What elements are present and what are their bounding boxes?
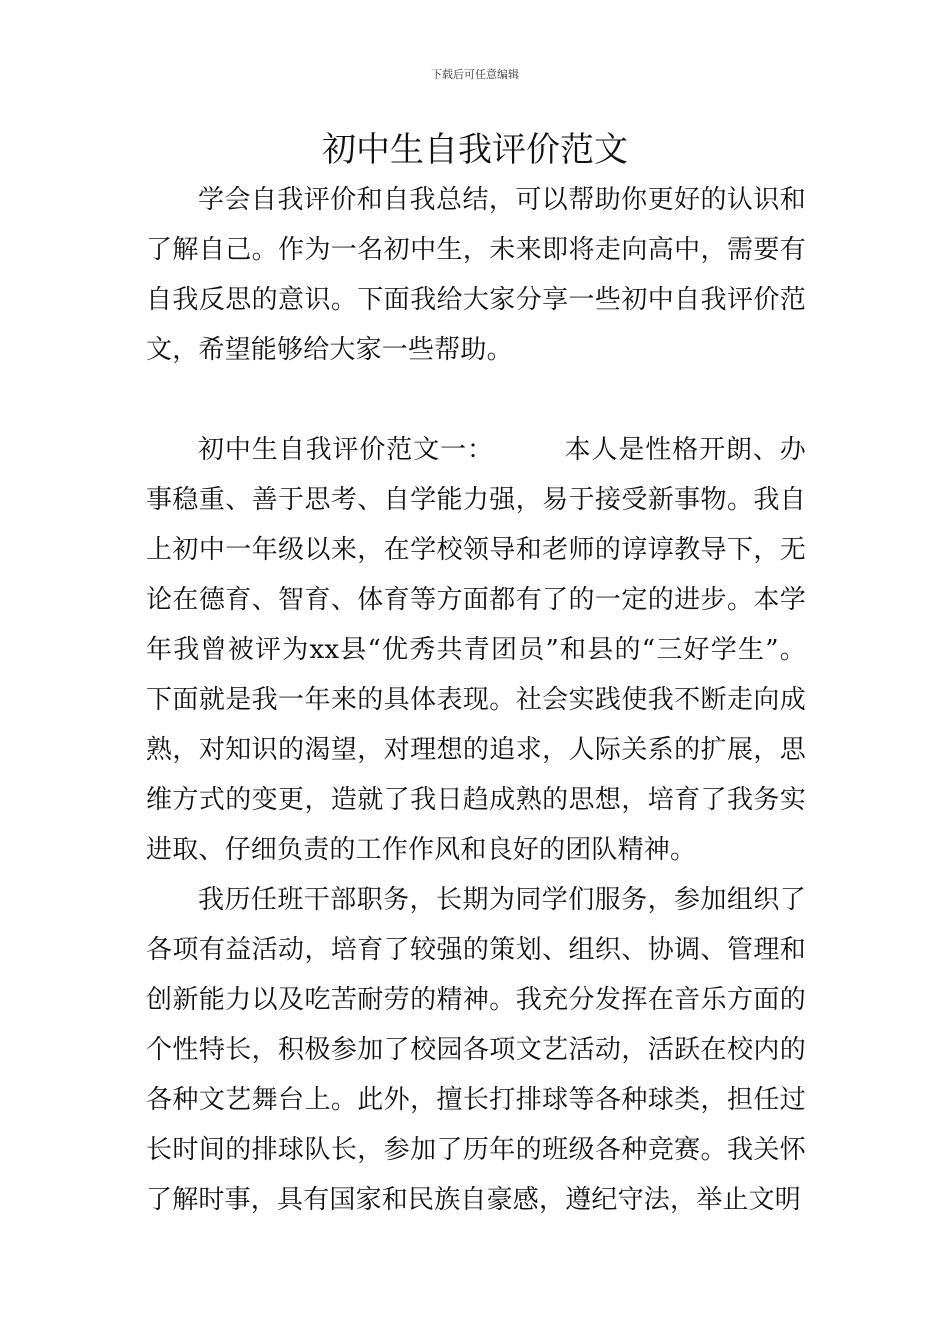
section1-paragraph-2: 我历任班干部职务，长期为同学们服务，参加组织了各项有益活动，培育了较强的策划、组织、协调、管理和创新能力以及吃苦耐劳的精神。我充分发挥在音乐方面的个性特长，积极参加了校园各项文艺活动，活跃在校内的各种文艺舞台上。此外，擅长打排球等各种球类，担任过长时间的排球队长，参加了历年的班级各种竞赛。我关怀了解时事，具有国家和民族自豪感，遵纪守法，举止文明 (146, 885, 806, 1215)
section-heading: 初中生自我评价范文一： (198, 435, 494, 465)
header-note: 下载后可任意编辑 (431, 68, 519, 81)
intro-paragraph: 学会自我评价和自我总结，可以帮助你更好的认识和了解自己。作为一名初中生，未来即将走向高中，需要有自我反思的意识。下面我给大家分享一些初中自我评价范文，希望能够给大家一些帮助。 (146, 185, 806, 365)
section1-first-paragraph (146, 425, 806, 875)
section1-paragraph-1: 本人是性格开朗、办事稳重、善于思考、自学能力强，易于接受新事物。我自上初中一年级以来，在学校领导和老师的谆谆教导下，无论在德育、智育、体育等方面都有了的一定的进步。本学年我曾被评为xx县“优秀共青团员”和县的“三好学生”。下面就是我一年来的具体表现。社会实践使我不断走向成熟，对知识的渴望，对理想的追求，人际关系的扩展，思维方式的变更，造就了我日趋成熟的思想，培育了我务实进取、仔细负责的工作作风和良好的团队精神。 (146, 435, 806, 865)
paragraph-spacer (146, 375, 806, 425)
document-body (146, 175, 806, 1225)
page-title: 初中生自我评价范文 (322, 130, 628, 170)
